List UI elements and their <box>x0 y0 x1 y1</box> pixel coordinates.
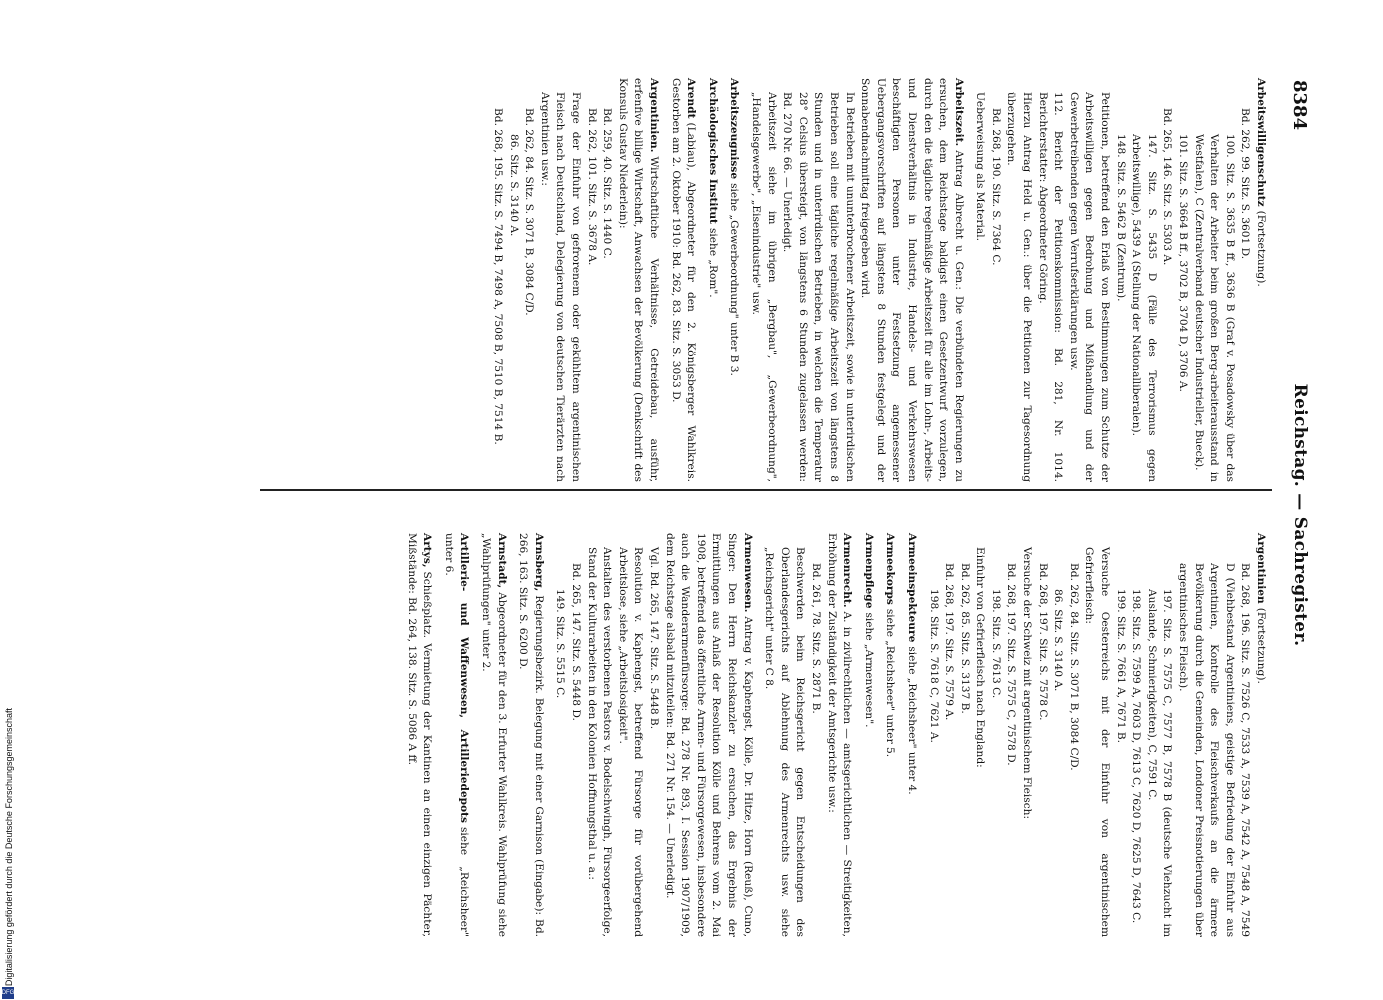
entry-line: Bd. 262, 84. Sitz. S. 3071 B, 3084 C/D. <box>1067 563 1080 771</box>
entry-line: Bd. 259, 40. Sitz. S. 1440 C. <box>601 108 614 259</box>
entry-line: Antrag Albrecht u. Gen.: Die verbündeten Regierungen zu ersuchen, dem Reichstage baldigst einen Gesetzentwurf vorzulegen, durch den die tägliche regelmäßige Arbeitszeit für alle im Lohn-, Arbeits- und Dienstverhältnis in Industrie, Handels- und Verkehrswesen beschäftigten Personen unter Festsetzung angemessener Uebergangsvorschriften auf längstens 8 Stunden festgelegt und der Sonnabendnachmittag freigegeben wird. <box>859 78 965 482</box>
entry-line: Versuche der Schweiz mit argentinischem Fleisch: <box>1021 547 1034 820</box>
entry-keyword: Arbeitszeit. <box>952 78 965 147</box>
entry-keyword: Armenwesen. <box>741 533 754 613</box>
entry-line: (Labiau), Abgeordneter für den 2. Königsberger Wahlkreis. Gestorben am 2. Oktober 1910: Bd. 262, 83. Sitz. S. 3053 D. <box>669 78 698 482</box>
entry-line: siehe „Armenwesen". <box>862 612 875 728</box>
entry-keyword: Archäologisches Institut <box>706 78 719 224</box>
entry-line: In Betrieben mit ununterbrochener Arbeitszeit, sowie in unterirdischen Betrieben soll eine tägliche regelmäßige Arbeitszeit von längstens 8 Stunden und in unterirdischen Betrieben, in welchen die Temperatur 28° Celsius übersteigt, von längstens 6 Stunden zugelassen werden: Bd. 270 Nr. 66. — Unerledigt. <box>781 92 856 482</box>
entry-line: Wirtschaftliche Verhältnisse, Getreidebau, ausführ, erfenfive billige Wirtschaft, Anwachsen der Bevölkerung (Denkschrift des Konsuls Gustav Niederlein): <box>616 78 661 482</box>
entry-line: Bd. 268, 197. Sitz. S. 7579 A. <box>943 563 956 721</box>
entry-line: Hierzu Antrag Held u. Gen.: über die Petitionen zur Tagesordnung überzugehen. <box>1005 92 1034 482</box>
index-entry <box>726 78 742 482</box>
index-entry <box>761 533 855 937</box>
entry-line: Bd. 268, 196. Sitz. S. 7526 C, 7533 A, 7539 A, 7542 A, 7548 A, 7549 D (Viehbestand Argentiniens, geistige Befriedung der Einfuhr aus Argentinien, Kontrolle des Fleischverkaufs an die ärmere Bevölkerung durch die Gemeinden, Londoner Preisnotierungen über argentinisches Fleisch). <box>1177 563 1252 937</box>
entry-line: Bd. 262, 85. Sitz. S. 3137 B. <box>958 563 971 714</box>
entry-line: 199. Sitz. S. 7661 A, 7671 B. <box>1114 589 1127 743</box>
entry-line: 86. Sitz. S. 3140 A. <box>1052 589 1065 692</box>
index-entry <box>403 533 434 937</box>
index-entry <box>925 533 1268 937</box>
entry-line: Bd. 261, 78. Sitz. S. 2871 B. <box>809 563 822 714</box>
entry-keyword: Armenrecht. <box>841 533 854 608</box>
page-header <box>1280 80 1310 950</box>
entry-keyword: Argentinien <box>1255 533 1267 604</box>
entry-line: 148. Sitz. S. 5462 B (Zentrum). <box>1114 134 1127 302</box>
entry-line: 197. Sitz. S. 7575 C, 7577 B, 7578 B (deutsche Viehzucht im Auslande, Schmierigkeiten), C, 7591 C. <box>1145 589 1174 937</box>
index-entry <box>515 533 546 937</box>
index-entry <box>972 78 1268 482</box>
entry-line: 100. Sitz. S. 3635 B ff., 3636 B (Graf v. Posadowsky über das Verhalten der Arbeiter beim großen Berg-arbeiterausstand in Westfalen), C (Zentralverband deutscher Industrieller, Bueck). <box>1192 134 1236 482</box>
entry-line: siehe „Reichsheer" unter 4. <box>905 646 918 795</box>
entry-line: siehe „Reichsheer" unter 5. <box>884 608 897 758</box>
entry-line: 198. Sitz. S. 7613 C. <box>989 589 1002 699</box>
entry-line: Petitionen, betreffend den Erlaß von Bestimmungen zum Schutze der Arbeitswilligen gegen Bedrohung und Mißhandlung und der Gewerbetreibenden gegen Verrufserklärungen usw. <box>1067 92 1112 482</box>
entry-line: Resolution v. Kaphengst, betreffend Fürsorge für vorübergehend Arbeitslose, siehe „Arbeitslosigkeit". <box>616 547 645 937</box>
index-entry <box>478 533 509 937</box>
entry-line: Vgl. Bd. 265, 147. Sitz. S. 5448 B. <box>648 547 661 730</box>
entry-keyword: Arendt <box>685 78 698 119</box>
entry-line: Bd. 262, 99. Sitz. S. 3601 D. <box>1239 108 1252 260</box>
entry-line: 149. Sitz. S. 5515 C. <box>554 589 567 699</box>
entry-line: Bd. 268, 197. Sitz. S. 7575 C, 7578 D. <box>1005 563 1018 766</box>
entry-keyword: Arnstadt, <box>495 533 508 589</box>
entry-keyword: Armeekorps <box>884 533 897 605</box>
entry-line: Bd. 265, 146. Sitz. S. 5303 A. <box>1161 108 1174 266</box>
entry-line: 198. Sitz. S. 7618 C, 7621 A. <box>927 589 940 743</box>
entry-line: (Fortsetzung). <box>1255 607 1267 684</box>
index-entry <box>490 78 662 482</box>
entry-line: siehe „Reichsheer" unter 6. <box>442 533 471 937</box>
entry-line: Regierungsbezirk. Belegung mit einer Garnison (Eingabe): Bd. 266, 163. Sitz. S. 6200 D. <box>517 533 545 937</box>
left-column <box>484 78 1269 482</box>
entry-line: A. in zivilrechtlichen — amtsgerichtlichen — Streitigkeiten, Erhöhung der Zuständigkeit der Amtsgerichte usw.: <box>825 533 854 937</box>
entry-keyword: Artillerie- und Waffenwesen, Artilleriedepots <box>458 533 471 823</box>
entry-line: Ueberweisung als Material. <box>974 92 987 241</box>
entry-line: 101. Sitz. S. 3664 B ff., 3702 B, 3704 D, 3706 A. <box>1177 134 1190 392</box>
index-entry <box>440 533 471 937</box>
entry-line: Beschwerden beim Reichsgericht gegen Entscheidungen des Oberlandesgerichts auf Ablehnung des Armenrechts usw. siehe „Reichsgericht" unter C 8. <box>763 547 807 937</box>
entry-line: 147. Sitz. S. 5435 D (Fälle des Terrorismus gegen Arbeitswillige), 5439 A (Stellung der Nationalliberalen). <box>1130 134 1158 482</box>
entry-line: Frage der Einfuhr von gefrorenem oder gekühltem argentinischen Fleisch nach Deutschland, Delegierung von deutschen Tierärzten nach Argentinien usw.: <box>538 92 583 482</box>
index-entry <box>747 78 965 482</box>
dfg-logo-icon: DFG <box>2 987 14 999</box>
right-column <box>397 533 1268 937</box>
entry-line: Bd. 268, 190. Sitz. S. 7364 C. <box>989 108 1002 266</box>
running-title: Reichstag. — Sachregister. <box>1290 383 1310 647</box>
entry-line: Bd. 265, 147. Sitz. S. 5448 D. <box>570 563 583 721</box>
entry-line: 112. Bericht der Petitionskommission: Bd. 281, Nr. 1014. Berichterstatter: Abgeordneter Göring. <box>1036 92 1065 482</box>
index-entry <box>704 78 720 482</box>
entry-keyword: Armenpflege <box>862 533 875 609</box>
entry-line: (Fortsetzung). <box>1255 210 1267 287</box>
entry-line: Antrag v. Kaphengst, Kölle, Dr. Hitze, Horn (Reuß), Cuno, Singer: Den Herrn Reichskanzler zu ersuchen, das Ergebnis der Ermittlungen aus Anlaß der Resolution Kölle und Behrens vom 2. Mai 1908, betreffend das öffentliche Armen- und Fürsorgewesen, insbesondere auch die Wanderarmenfürsorge: Bd. 278 Nr. 893, I. Session 1907/1909, dem Reichstage alsbald mitzuteilen: Bd. 271 Nr. 154. — Unerledigt. <box>663 533 754 937</box>
entry-line: 86. Sitz. S. 3140 A. <box>507 134 520 237</box>
entry-line: Versuche Oesterreichs mit der Einfuhr von argentinischem Gefrierfleisch: <box>1083 547 1112 937</box>
entry-line: Arbeitszeit siehe im übrigen „Bergbau", „Gewerbeordnung", „Handelsgewerbe", „Eisenindustrie" usw. <box>750 92 778 482</box>
index-entry <box>552 533 755 937</box>
entry-keyword: Argentinien. <box>648 78 661 153</box>
column-divider <box>260 489 1272 491</box>
index-entry <box>667 78 698 482</box>
entry-line: Einfuhr von Gefrierfleisch nach England: <box>974 547 987 768</box>
entry-line: Anstalten des verstorbenen Pastors v. Bodelschwingh, Fürsorgeerfolge, Stand der Kulturarbeiten in den Kolonien Hoffnungsthal u. a.: <box>585 547 614 937</box>
entry-line: 198. Sitz. S. 7599 A, 7603 D, 7613 C, 7620 D, 7625 D, 7643 C. <box>1130 589 1143 924</box>
entry-line: Bd. 262, 101. Sitz. S. 3678 A. <box>585 108 598 266</box>
entry-line: Bd. 262, 84. Sitz. S. 3071 B, 3084 C/D. <box>523 108 536 316</box>
index-entry <box>860 533 876 937</box>
page-number: 8384 <box>1289 80 1310 131</box>
index-entry <box>903 533 919 937</box>
entry-keyword: Arbeitszeugnisse <box>728 78 741 180</box>
entry-keyword: Arnsberg, <box>532 533 545 592</box>
entry-line: Schießplatz. Vermietung der Kantinen an einen einzigen Pächter, Mißstände: Bd. 264, 138. Sitz. S. 5086 A ff. <box>405 533 434 937</box>
index-entry <box>882 533 898 937</box>
entry-line: siehe „Rom". <box>706 227 719 298</box>
entry-keyword: Artys, <box>421 533 434 568</box>
entry-keyword: Armeeinspekteure <box>905 533 918 643</box>
entry-line: Abgeordneter für den 3. Erfurter Wahlkreis. Wahlprüfung siehe „Wahlprüfungen" unter 2. <box>480 533 508 937</box>
entry-line: siehe „Gewerbeordnung" unter B 3. <box>728 183 741 376</box>
entry-line: Bd. 268, 195. Sitz. S. 7494 B, 7498 A, 7508 B, 7510 B, 7514 B. <box>492 108 505 445</box>
entry-line: Bd. 268, 197. Sitz. S. 7578 C. <box>1036 563 1049 721</box>
digitization-credit: Digitalisierung gefördert durch die Deutsche Forschungsgemeinschaft <box>4 707 14 986</box>
entry-keyword: Arbeitswilligenschutz <box>1255 78 1267 207</box>
